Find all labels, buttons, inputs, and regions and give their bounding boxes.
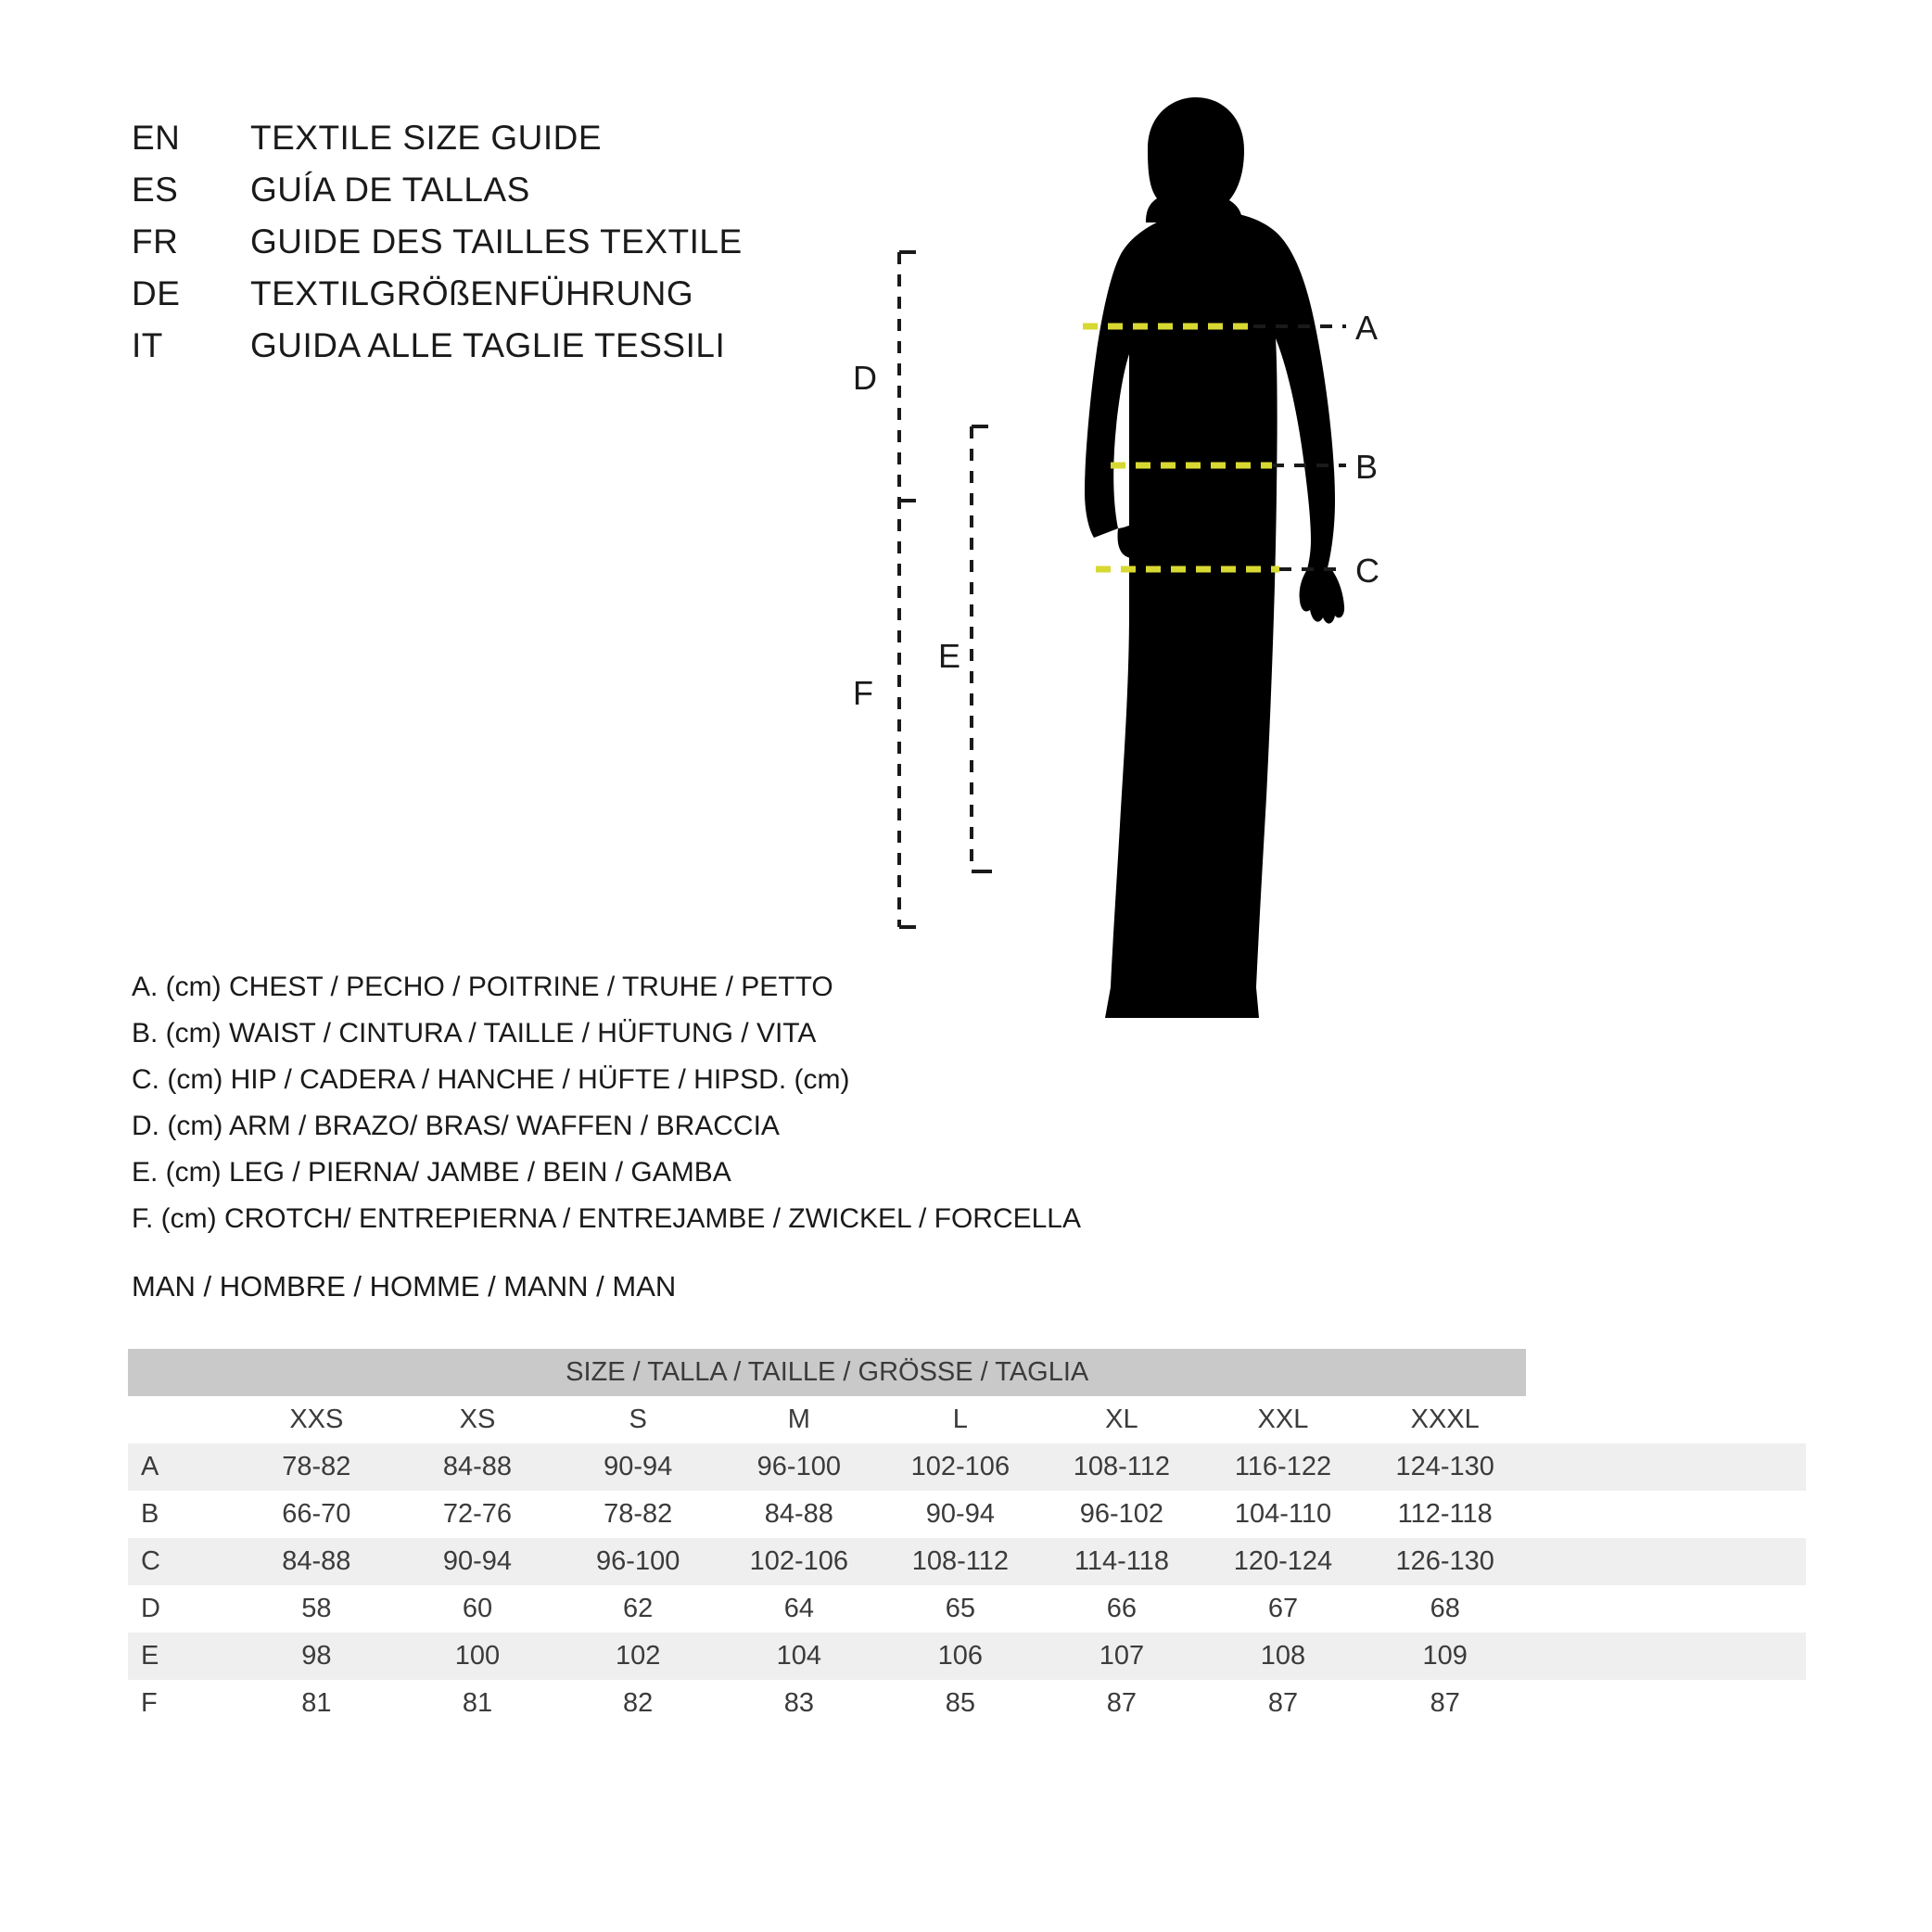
legend-row-a: A. (cm) CHEST / PECHO / POITRINE / TRUHE / PETTO (132, 972, 833, 1002)
column-xxl: XXL (1202, 1396, 1364, 1443)
cell-f-xl: 87 (1041, 1680, 1202, 1727)
cell-b-l: 90-94 (880, 1491, 1041, 1538)
legend-row-f: F. (cm) CROTCH/ ENTREPIERNA / ENTREJAMBE / ZWICKEL / FORCELLA (132, 1203, 1081, 1234)
cell-a-xxl: 116-122 (1202, 1443, 1364, 1491)
table-row (128, 1491, 1806, 1538)
cell-d-xl: 66 (1041, 1585, 1202, 1633)
diagram-label-f: F (853, 674, 873, 712)
diagram-label-a: A (1355, 309, 1379, 347)
cell-c-xxl: 120-124 (1202, 1538, 1364, 1585)
cell-b-xl: 96-102 (1041, 1491, 1202, 1538)
cell-f-xxl: 87 (1202, 1680, 1364, 1727)
title-lang-fr: FR (132, 222, 179, 261)
cell-c-m: 102-106 (718, 1538, 880, 1585)
cell-b-s: 78-82 (558, 1491, 718, 1538)
title-lang-de: DE (132, 274, 181, 312)
gender-label: MAN / HOMBRE / HOMME / MANN / MAN (132, 1270, 677, 1303)
cell-a-xxs: 78-82 (235, 1443, 397, 1491)
cell-b-xs: 72-76 (397, 1491, 557, 1538)
bracket-e (972, 426, 992, 871)
row-label-f: F (128, 1680, 235, 1727)
cell-e-xs: 100 (397, 1633, 557, 1680)
cell-a-s: 90-94 (558, 1443, 718, 1491)
cell-d-xxxl: 68 (1364, 1585, 1526, 1633)
table-row (128, 1633, 1806, 1680)
title-row (132, 326, 966, 378)
row-label-b: B (128, 1491, 235, 1538)
cell-e-xxs: 98 (235, 1633, 397, 1680)
cell-b-m: 84-88 (718, 1491, 880, 1538)
title-block (132, 119, 966, 378)
diagram-label-b: B (1355, 448, 1379, 486)
title-text-es: GUÍA DE TALLAS (250, 171, 530, 209)
table-column-row (128, 1396, 1806, 1443)
title-row (132, 119, 966, 171)
cell-d-xxs: 58 (235, 1585, 397, 1633)
row-label-a: A (128, 1443, 235, 1491)
diagram-label-d: D (853, 359, 877, 397)
legend-row-c: C. (cm) HIP / CADERA / HANCHE / HÜFTE / HIPSD. (cm) (132, 1064, 850, 1095)
cell-d-xxl: 67 (1202, 1585, 1364, 1633)
cell-f-m: 83 (718, 1680, 880, 1727)
cell-e-s: 102 (558, 1633, 718, 1680)
column-xxs: XXS (235, 1396, 397, 1443)
cell-c-s: 96-100 (558, 1538, 718, 1585)
cell-b-xxs: 66-70 (235, 1491, 397, 1538)
cell-a-m: 96-100 (718, 1443, 880, 1491)
column-xl: XL (1041, 1396, 1202, 1443)
cell-c-xxs: 84-88 (235, 1538, 397, 1585)
cell-f-s: 82 (558, 1680, 718, 1727)
cell-c-spacer (1526, 1538, 1806, 1585)
column-corner (128, 1396, 235, 1443)
table-row (128, 1585, 1806, 1633)
table-header-label: SIZE / TALLA / TAILLE / GRÖSSE / TAGLIA (128, 1349, 1526, 1396)
cell-d-s: 62 (558, 1585, 718, 1633)
row-label-d: D (128, 1585, 235, 1633)
cell-b-xxl: 104-110 (1202, 1491, 1364, 1538)
cell-f-xxxl: 87 (1364, 1680, 1526, 1727)
column-s: S (558, 1396, 718, 1443)
cell-c-l: 108-112 (880, 1538, 1041, 1585)
title-lang-es: ES (132, 171, 179, 209)
man-silhouette (1085, 97, 1344, 1018)
cell-d-l: 65 (880, 1585, 1041, 1633)
diagram-label-e: E (938, 637, 961, 675)
size-table (128, 1349, 1806, 1727)
cell-e-xxxl: 109 (1364, 1633, 1526, 1680)
table-row (128, 1680, 1806, 1727)
legend-row-d: D. (cm) ARM / BRAZO/ BRAS/ WAFFEN / BRACCIA (132, 1111, 780, 1141)
legend-row-e: E. (cm) LEG / PIERNA/ JAMBE / BEIN / GAMBA (132, 1157, 731, 1188)
diagram-label-c: C (1355, 552, 1379, 590)
cell-c-xxxl: 126-130 (1364, 1538, 1526, 1585)
column-m: M (718, 1396, 880, 1443)
table-row (128, 1443, 1806, 1491)
table-row (128, 1538, 1806, 1585)
row-label-e: E (128, 1633, 235, 1680)
cell-e-xl: 107 (1041, 1633, 1202, 1680)
cell-d-spacer (1526, 1585, 1806, 1633)
column-xs: XS (397, 1396, 557, 1443)
title-row (132, 171, 966, 222)
title-text-en: TEXTILE SIZE GUIDE (250, 119, 603, 157)
cell-a-spacer (1526, 1443, 1806, 1491)
column-l: L (880, 1396, 1041, 1443)
cell-c-xl: 114-118 (1041, 1538, 1202, 1585)
title-text-de: TEXTILGRÖßENFÜHRUNG (250, 274, 694, 312)
cell-e-xxl: 108 (1202, 1633, 1364, 1680)
title-text-it: GUIDA ALLE TAGLIE TESSILI (250, 326, 726, 364)
legend-row-b: B. (cm) WAIST / CINTURA / TAILLE / HÜFTUNG / VITA (132, 1018, 817, 1049)
cell-b-xxxl: 112-118 (1364, 1491, 1526, 1538)
cell-f-xxs: 81 (235, 1680, 397, 1727)
table-header-row (128, 1349, 1806, 1396)
column-xxxl: XXXL (1364, 1396, 1526, 1443)
cell-c-xs: 90-94 (397, 1538, 557, 1585)
cell-a-l: 102-106 (880, 1443, 1041, 1491)
cell-d-xs: 60 (397, 1585, 557, 1633)
title-row (132, 274, 966, 326)
cell-e-m: 104 (718, 1633, 880, 1680)
cell-a-xxxl: 124-130 (1364, 1443, 1526, 1491)
cell-e-l: 106 (880, 1633, 1041, 1680)
cell-e-spacer (1526, 1633, 1806, 1680)
cell-f-l: 85 (880, 1680, 1041, 1727)
legend-block (132, 964, 1198, 1242)
title-lang-en: EN (132, 119, 181, 157)
cell-a-xs: 84-88 (397, 1443, 557, 1491)
cell-b-spacer (1526, 1491, 1806, 1538)
cell-f-spacer (1526, 1680, 1806, 1727)
cell-f-xs: 81 (397, 1680, 557, 1727)
title-text-fr: GUIDE DES TAILLES TEXTILE (250, 222, 743, 261)
title-row (132, 222, 966, 274)
row-label-c: C (128, 1538, 235, 1585)
column-spacer (1526, 1396, 1806, 1443)
cell-a-xl: 108-112 (1041, 1443, 1202, 1491)
title-lang-it: IT (132, 326, 163, 364)
cell-d-m: 64 (718, 1585, 880, 1633)
